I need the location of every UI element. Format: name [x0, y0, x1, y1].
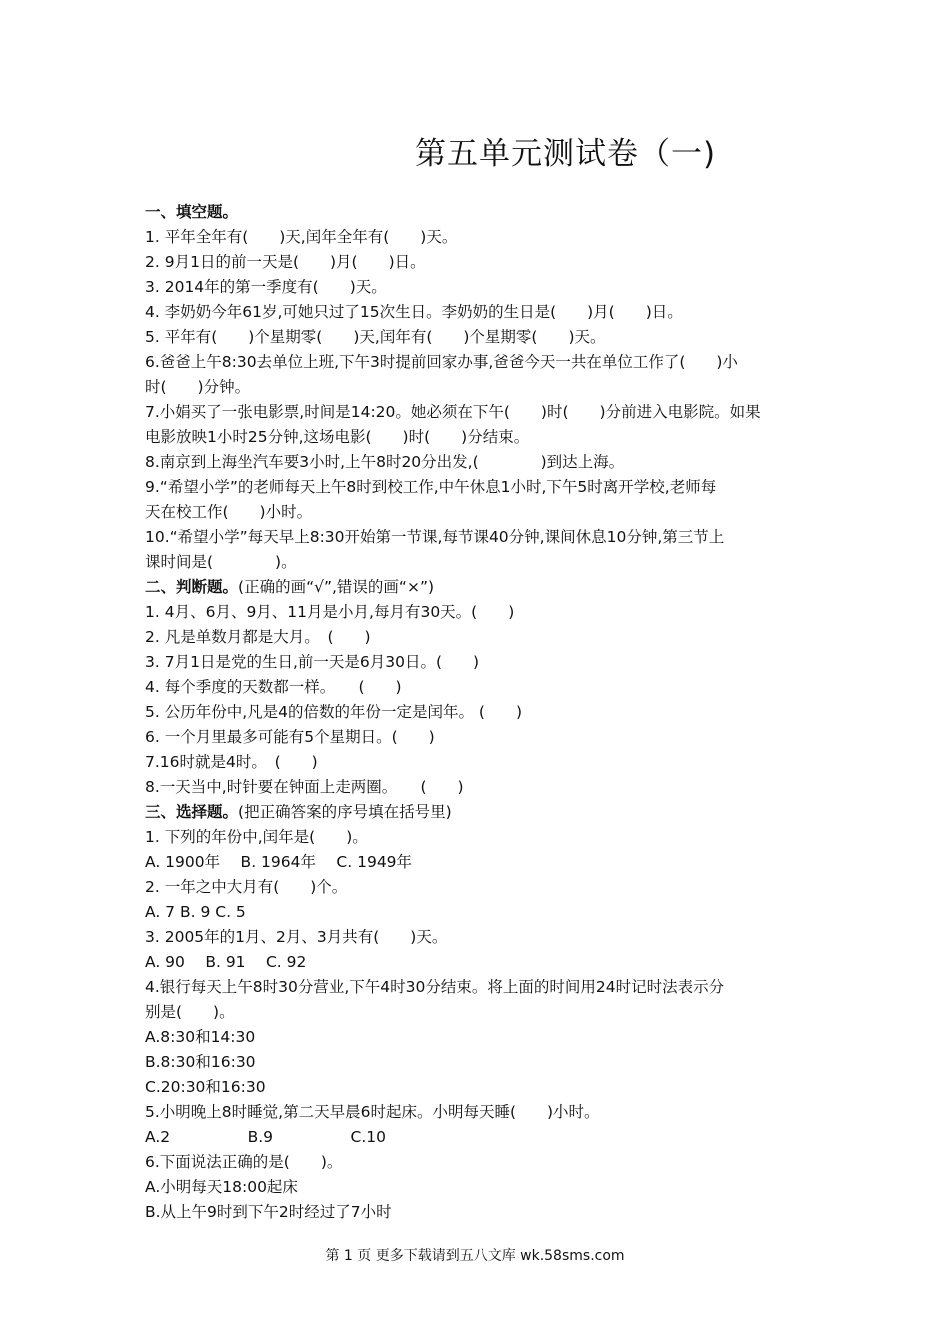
question-line: 8.一天当中,时针要在钟面上走两圈。 ( )	[145, 778, 464, 796]
question-line: 1. 下列的年份中,闰年是( )。	[145, 828, 368, 846]
section-heading-label: 二、判断题。	[145, 578, 239, 596]
question-line: A.2 B.9 C.10	[145, 1128, 387, 1146]
question-line: 3. 7月1日是党的生日,前一天是6月30日。( )	[145, 653, 480, 671]
question-line: 3. 2014年的第一季度有( )天。	[145, 278, 387, 296]
question-line: 3. 2005年的1月、2月、3月共有( )天。	[145, 928, 448, 946]
section-heading	[145, 575, 810, 600]
page-title: 第五单元测试卷（一)	[415, 136, 717, 172]
question-line: 9.“希望小学”的老师每天上午8时到校工作,中午休息1小时,下午5时离开学校,老师每	[145, 478, 717, 496]
question-line: 2. 9月1日的前一天是( )月( )日。	[145, 253, 426, 271]
question-line: 5. 公历年份中,凡是4的倍数的年份一定是闰年。 ( )	[145, 703, 523, 721]
worksheet-body	[145, 200, 810, 1225]
question-line: B.从上午9时到下午2时经过了7小时	[145, 1203, 392, 1221]
question-line: 7.16时就是4时。 ( )	[145, 753, 318, 771]
question-line: B.8:30和16:30	[145, 1053, 256, 1071]
question-line: 6. 一个月里最多可能有5个星期日。( )	[145, 728, 435, 746]
question-line: 2. 凡是单数月都是大月。 ( )	[145, 628, 371, 646]
question-line: 1. 平年全年有( )天,闰年全年有( )天。	[145, 228, 458, 246]
section-instruction: (正确的画“√”,错误的画“×”)	[238, 578, 435, 596]
question-line: 课时间是( )。	[145, 553, 297, 571]
section-instruction: (把正确答案的序号填在括号里)	[238, 803, 452, 821]
question-line: 7.小娟买了一张电影票,时间是14:20。她必须在下午( )时( )分前进入电影院。如果	[145, 403, 761, 421]
page-footer: 第 1 页 更多下载请到五八文库 wk.58sms.com	[325, 1248, 625, 1264]
question-line: A. 1900年 B. 1964年 C. 1949年	[145, 853, 413, 871]
question-line: 5. 平年有( )个星期零( )天,闰年有( )个星期零( )天。	[145, 328, 606, 346]
question-line: C.20:30和16:30	[145, 1078, 266, 1096]
question-line: 4.银行每天上午8时30分营业,下午4时30分结束。将上面的时间用24时记时法表示分	[145, 978, 725, 996]
question-line: 电影放映1小时25分钟,这场电影( )时( )分结束。	[145, 428, 530, 446]
question-line: 天在校工作( )小时。	[145, 503, 313, 521]
question-line: 4. 李奶奶今年61岁,可她只过了15次生日。李奶奶的生日是( )月( )日。	[145, 303, 683, 321]
question-line: 5.小明晚上8时睡觉,第二天早晨6时起床。小明每天睡( )小时。	[145, 1103, 600, 1121]
question-line: A.8:30和14:30	[145, 1028, 256, 1046]
question-line: 10.“希望小学”每天早上8:30开始第一节课,每节课40分钟,课间休息10分钟,第三节上	[145, 528, 725, 546]
question-line: 2. 一年之中大月有( )个。	[145, 878, 348, 896]
question-line: 别是( )。	[145, 1003, 235, 1021]
section-heading-label: 一、填空题。	[145, 203, 239, 221]
question-line: A. 90 B. 91 C. 92	[145, 953, 307, 971]
question-line: 1. 4月、6月、9月、11月是小月,每月有30天。( )	[145, 603, 515, 621]
question-line: A. 7 B. 9 C. 5	[145, 903, 246, 921]
section-heading	[145, 200, 810, 225]
question-line: 时( )分钟。	[145, 378, 251, 396]
question-line: A.小明每天18:00起床	[145, 1178, 298, 1196]
question-line: 6.下面说法正确的是( )。	[145, 1153, 343, 1171]
question-line: 8.南京到上海坐汽车要3小时,上午8时20分出发,( )到达上海。	[145, 453, 625, 471]
section-heading	[145, 800, 810, 825]
section-heading-label: 三、选择题。	[145, 803, 239, 821]
question-line: 4. 每个季度的天数都一样。 ( )	[145, 678, 402, 696]
question-line: 6.爸爸上午8:30去单位上班,下午3时提前回家办事,爸爸今天一共在单位工作了( )小	[145, 353, 738, 371]
